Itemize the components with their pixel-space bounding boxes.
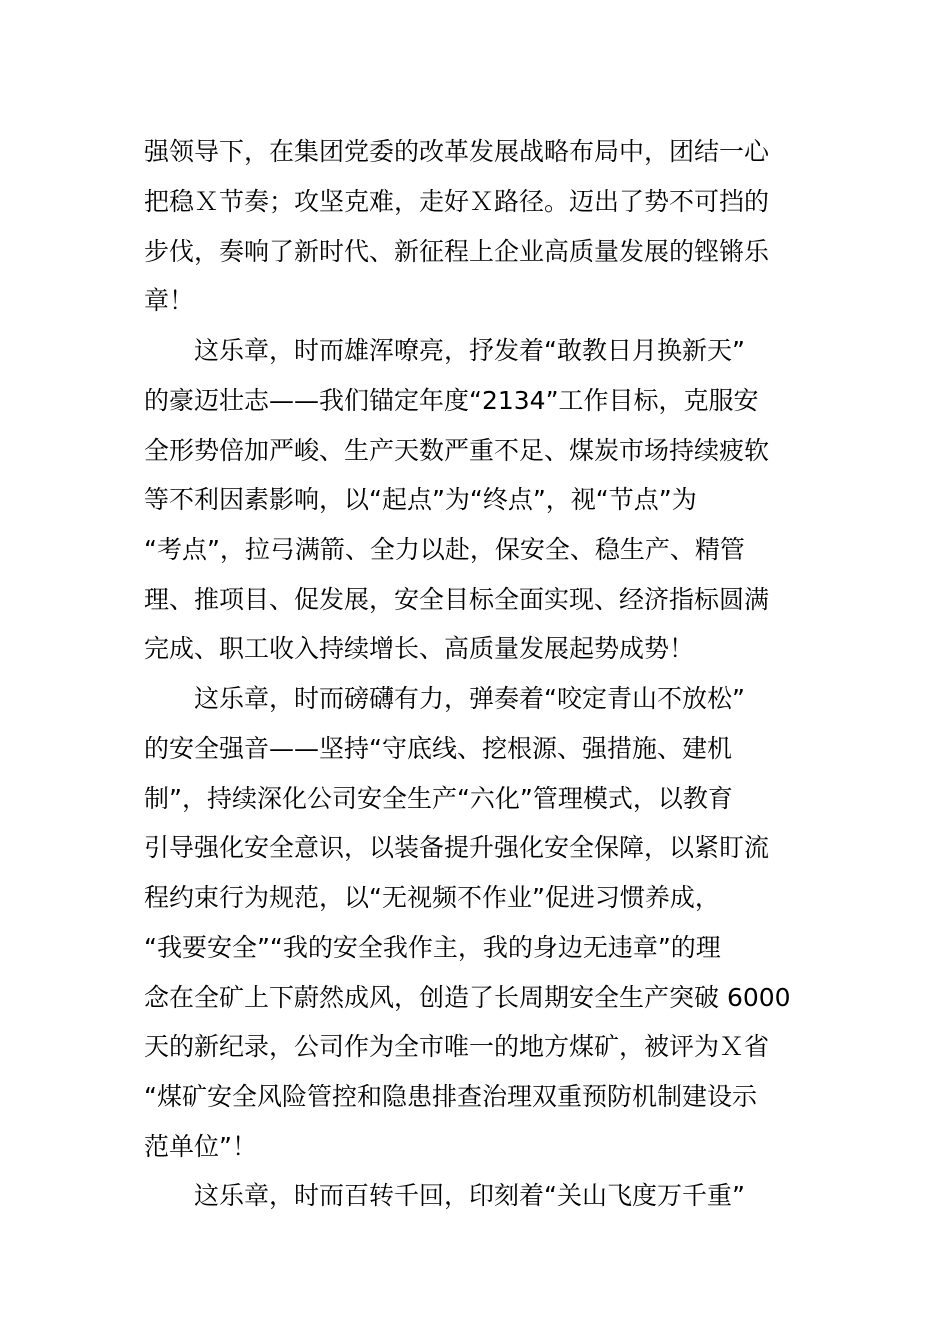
text-line: 章！ bbox=[144, 286, 195, 315]
text-line: “我要安全”“我的安全我作主，我的身边无违章”的理 bbox=[144, 933, 721, 962]
paragraph-first-line: 这乐章，时而雄浑嘹亮，抒发着“敢教日月换新天” bbox=[194, 336, 745, 365]
text-line: 范单位”！ bbox=[144, 1132, 257, 1161]
text-line: 全形势倍加严峻、生产天数严重不足、煤炭市场持续疲软 bbox=[144, 436, 770, 465]
text-line: 念在全矿上下蔚然成风，创造了长周期安全生产突破 6000 bbox=[144, 983, 791, 1012]
text-line: 把稳Ｘ节奏；攻坚克难，走好Ｘ路径。迈出了势不可挡的 bbox=[144, 187, 770, 216]
text-line: 天的新纪录，公司作为全市唯一的地方煤矿，被评为Ｘ省 bbox=[144, 1032, 770, 1061]
text-line: “煤矿安全风险管控和隐患排查治理双重预防机制建设示 bbox=[144, 1082, 757, 1111]
text-line: “考点”，拉弓满箭、全力以赴，保安全、稳生产、精管 bbox=[144, 535, 745, 564]
text-line: 强领导下，在集团党委的改革发展战略布局中，团结一心 bbox=[144, 137, 770, 166]
text-line: 的安全强音——坚持“守底线、挖根源、强措施、建机 bbox=[144, 734, 732, 763]
text-line: 步伐，奏响了新时代、新征程上企业高质量发展的铿锵乐 bbox=[144, 237, 770, 266]
text-line: 制”，持续深化公司安全生产“六化”管理模式，以教育 bbox=[144, 784, 733, 813]
text-line: 引导强化安全意识，以装备提升强化安全保障，以紧盯流 bbox=[144, 833, 770, 862]
text-line: 等不利因素影响，以“起点”为“终点”，视“节点”为 bbox=[144, 485, 697, 514]
paragraph-first-line: 这乐章，时而磅礴有力，弹奏着“咬定青山不放松” bbox=[194, 684, 745, 713]
text-line: 理、推项目、促发展，安全目标全面实现、经济指标圆满 bbox=[144, 585, 770, 614]
text-line: 程约束行为规范，以“无视频不作业”促进习惯养成， bbox=[144, 883, 720, 912]
text-line: 完成、职工收入持续增长、高质量发展起势成势！ bbox=[144, 634, 695, 663]
paragraph-first-line: 这乐章，时而百转千回，印刻着“关山飞度万千重” bbox=[194, 1181, 745, 1210]
text-line: 的豪迈壮志——我们锚定年度“2134”工作目标，克服安 bbox=[144, 386, 759, 415]
